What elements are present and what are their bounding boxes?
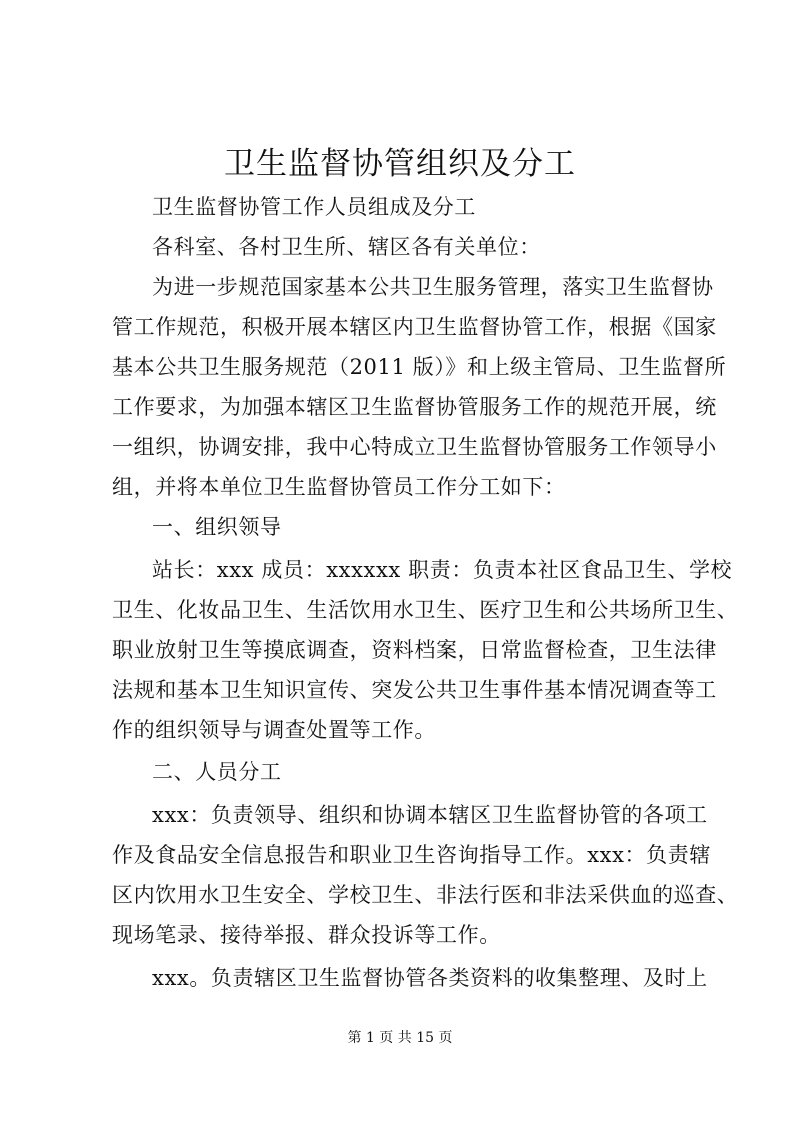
body-line: 作的组织领导与调查处置等工作。 bbox=[112, 718, 436, 742]
section-heading-division: 二、人员分工 bbox=[152, 760, 282, 784]
body-line: 现场笔录、接待举报、群众投诉等工作。 bbox=[112, 923, 501, 947]
body-line: 组，并将本单位卫生监督协管员工作分工如下： bbox=[112, 475, 566, 499]
body-line: 基本公共卫生服务规范（2011 版）》和上级主管局、卫生监督所 bbox=[112, 355, 727, 379]
section-heading-organization: 一、组织领导 bbox=[152, 515, 282, 539]
body-line: 为进一步规范国家基本公共卫生服务管理，落实卫生监督协 bbox=[152, 275, 714, 299]
body-line: 站长：xxx 成员：xxxxxx 职责：负责本社区食品卫生、学校 bbox=[152, 558, 733, 582]
body-line: 法规和基本卫生知识宣传、突发公共卫生事件基本情况调查等工 bbox=[112, 678, 717, 702]
addressee-line: 各科室、各村卫生所、辖区各有关单位： bbox=[152, 235, 541, 259]
subtitle-line: 卫生监督协管工作人员组成及分工 bbox=[152, 195, 476, 219]
body-line: 职业放射卫生等摸底调查，资料档案，日常监督检查，卫生法律 bbox=[112, 638, 717, 662]
body-line: 一组织，协调安排，我中心特成立卫生监督协管服务工作领导小 bbox=[112, 435, 717, 459]
body-line: 区内饮用水卫生安全、学校卫生、非法行医和非法采供血的巡查、 bbox=[112, 883, 739, 907]
body-line: xxx：负责领导、组织和协调本辖区卫生监督协管的各项工 bbox=[152, 803, 708, 827]
page-title: 卫生监督协管组织及分工 bbox=[224, 146, 576, 182]
page-number-footer: 第 1 页 共 15 页 bbox=[347, 1030, 453, 1046]
body-line: 管工作规范，积极开展本辖区内卫生监督协管工作，根据《国家 bbox=[112, 315, 717, 339]
body-line: 卫生、化妆品卫生、生活饮用水卫生、医疗卫生和公共场所卫生、 bbox=[112, 598, 739, 622]
body-line: 作及食品安全信息报告和职业卫生咨询指导工作。xxx：负责辖 bbox=[112, 843, 711, 867]
body-line: 工作要求，为加强本辖区卫生监督协管服务工作的规范开展，统 bbox=[112, 395, 717, 419]
body-line: xxx。负责辖区卫生监督协管各类资料的收集整理、及时上 bbox=[152, 966, 708, 990]
